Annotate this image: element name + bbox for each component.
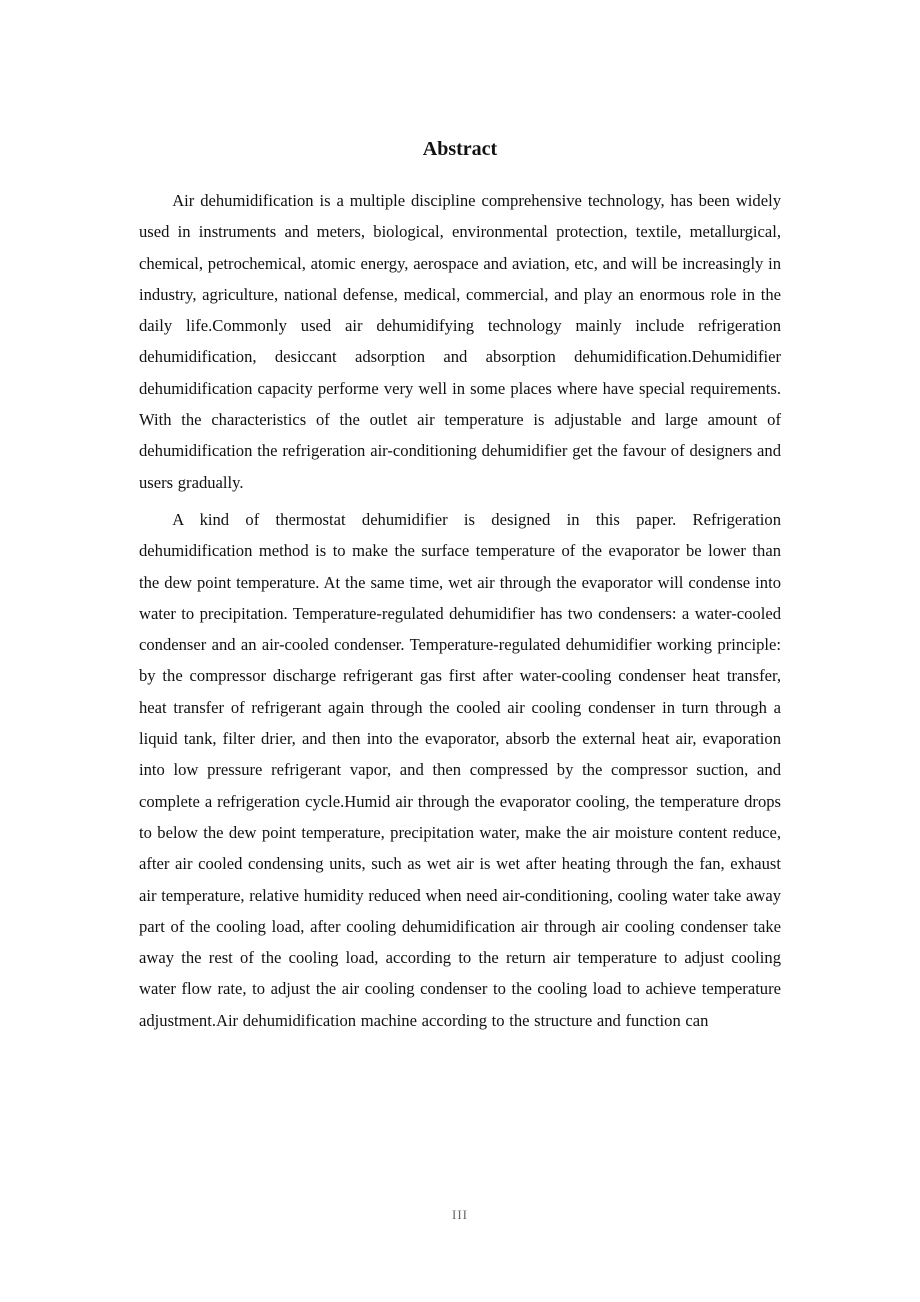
abstract-title: Abstract [422,138,498,160]
abstract-body [139,185,781,1036]
abstract-paragraph-1: Air dehumidification is a multiple discipline comprehensive technology, has been widely used in instruments and meters, biological, environmental protection, textile, metallurgical, chemical, petrochemical, atomic energy, aerospace and aviation, etc, and will be increasingly in industry, agriculture, national defense, medical, commercial, and play an enormous role in the daily life.Commonly used air dehumidifying technology mainly include refrigeration dehumidification, desiccant adsorption and absorption dehumidification.Dehumidifier dehumidification capacity performe very well in some places where have special requirements. With the characteristics of the outlet air temperature is adjustable and large amount of dehumidification the refrigeration air-conditioning dehumidifier get the favour of designers and users gradually. [139,191,781,492]
page-number: III [452,1207,468,1222]
abstract-paragraph-2: A kind of thermostat dehumidifier is designed in this paper. Refrigeration dehumidification method is to make the surface temperature of the evaporator be lower than the dew point temperature. At the same time, wet air through the evaporator will condense into water to precipitation. Temperature-regulated dehumidifier has two condensers: a water-cooled condenser and an air-cooled condenser. Temperature-regulated dehumidifier working principle: by the compressor discharge refrigerant gas first after water-cooling condenser heat transfer, heat transfer of refrigerant again through the cooled air cooling condenser in turn through a liquid tank, filter drier, and then into the evaporator, absorb the external heat air, evaporation into low pressure refrigerant vapor, and then compressed by the compressor suction, and complete a refrigeration cycle.Humid air through the evaporator cooling, the temperature drops to below the dew point temperature, precipitation water, make the air moisture content reduce, after air cooled condensing units, such as wet air is wet after heating through the fan, exhaust air temperature, relative humidity reduced when need air-conditioning, cooling water take away part of the cooling load, after cooling dehumidification air through air cooling condenser take away the rest of the cooling load, according to the return air temperature to adjust cooling water flow rate, to adjust the air cooling condenser to the cooling load to achieve temperature adjustment.Air dehumidification machine according to the structure and function can [139,509,781,1030]
